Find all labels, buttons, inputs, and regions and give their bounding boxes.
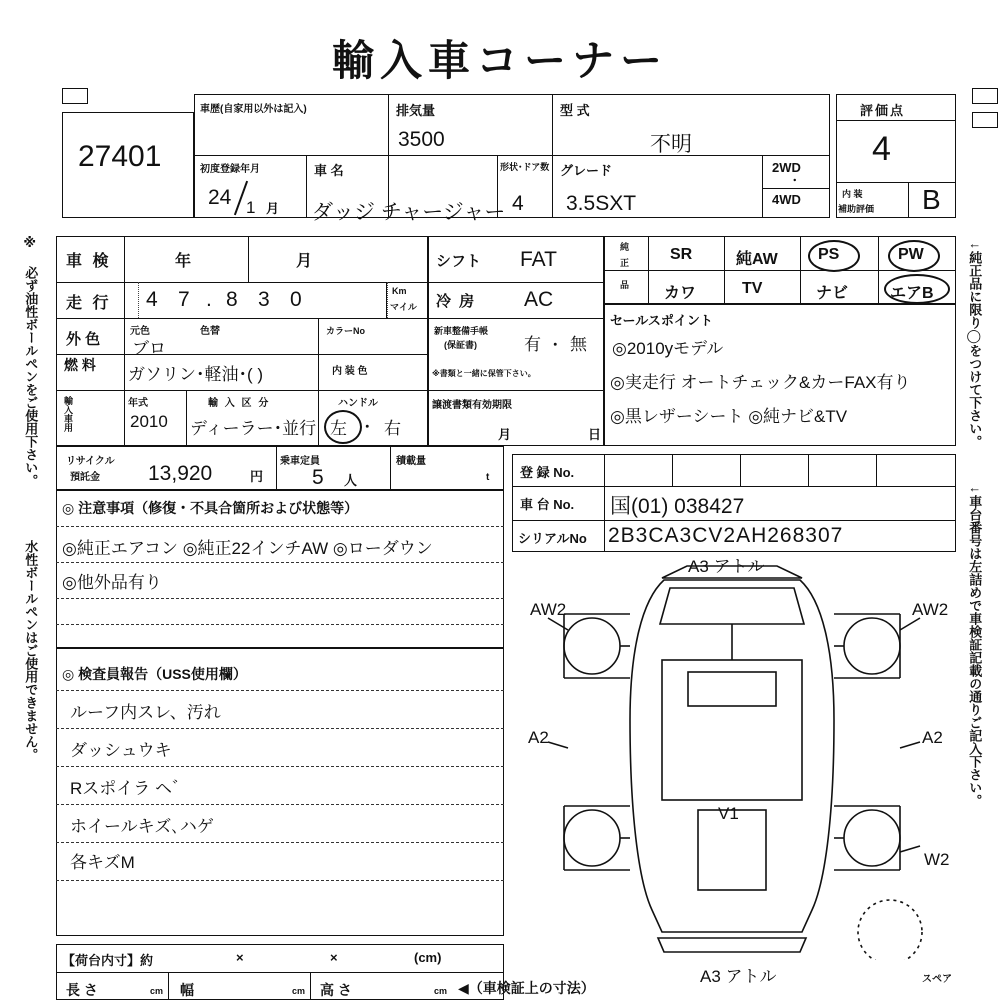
mileage-separator: .: [206, 288, 212, 311]
displacement-label: 排気量: [396, 103, 436, 118]
recycle-unit: 円: [250, 469, 264, 484]
capacity-label: 乗車定員: [280, 456, 320, 467]
mileage-digit-5: 0: [290, 288, 302, 311]
car-name-label: 車 名: [314, 163, 344, 178]
serial-no-value: 2B3CA3CV2AH268307: [608, 524, 844, 547]
mileage-label: 走 行: [66, 295, 112, 312]
left-note-2: 水性ボールペンはご使用できません。: [23, 540, 39, 761]
notes-heading: ◎ 注意事項（修復・不具合箇所および状態等）: [62, 500, 359, 516]
recycle-label-1: リサイクル: [66, 456, 115, 467]
drive-4wd-label[interactable]: 4WD: [772, 192, 801, 207]
equipment-ps[interactable]: PS: [818, 246, 840, 263]
cargo-note: ◀（車検証上の寸法）: [458, 980, 595, 996]
diagram-right-mid: A2: [922, 728, 943, 747]
ac-value: AC: [524, 288, 554, 311]
shaken-year-label: 年: [175, 253, 192, 270]
import-class-value: ディーラー･並行: [190, 419, 317, 438]
sales-point-line-3: ◎黒レザーシート ◎純ナビ&TV: [610, 407, 848, 426]
mileage-unit-km: Km: [392, 286, 407, 296]
load-unit: t: [486, 472, 490, 483]
genuine-label-2: 正: [620, 258, 630, 268]
cargo-heading: 【荷台内寸】約: [62, 953, 154, 968]
cargo-length-label: 長 さ: [66, 982, 98, 998]
new-car-book-label-1: 新車整備手帳: [434, 326, 489, 336]
interior-grade-label-2: 補助評価: [838, 204, 875, 214]
cargo-length-unit: cm: [150, 986, 164, 996]
sales-points-label: セールスポイント: [610, 313, 713, 328]
displacement-value: 3500: [398, 128, 445, 151]
model-code-label: 型 式: [560, 103, 590, 118]
equipment-ps-circle: [808, 240, 860, 272]
handle-right[interactable]: 右: [384, 419, 401, 438]
equipment-airbag-circle: [884, 274, 950, 304]
shaken-label: 車 検: [66, 253, 112, 270]
interior-grade-value: B: [922, 184, 941, 215]
grade-label: グレード: [560, 163, 613, 178]
mileage-digit-0: 4: [146, 288, 158, 311]
interior-grade-label-1: 内 装: [842, 189, 863, 199]
cargo-width-unit: cm: [292, 986, 306, 996]
base-color-label: 元色: [130, 326, 150, 337]
shaken-month-label: 月: [296, 253, 313, 270]
cargo-height-label: 高 さ: [320, 982, 352, 998]
diagram-spare-label: スペア: [922, 974, 952, 985]
recycle-value: 13,920: [148, 462, 213, 485]
cargo-height-unit: cm: [434, 986, 448, 996]
lot-number: 27401: [78, 140, 162, 173]
inspector-heading: ◎ 検査員報告（USS使用欄）: [62, 666, 247, 682]
base-color-value: ブロ: [132, 339, 166, 358]
grade-score-value: 4: [872, 130, 891, 168]
sales-point-line-2: ◎実走行 オートチェック&カーFAX有り: [610, 373, 911, 392]
car-diagram-svg: [512, 560, 956, 960]
fuel-label: 燃 料: [64, 357, 96, 373]
car-diagram: [512, 560, 956, 960]
shift-value: FAT: [520, 248, 557, 271]
inspector-line-1: ルーフ内スレ、汚れ: [70, 703, 221, 722]
transfer-day: 日: [588, 427, 602, 442]
right-note-1: ←純正品に限り◯をつけて下さい。: [967, 236, 983, 448]
grade-score-label: 評価点: [860, 103, 906, 118]
handle-left-circle: [324, 410, 362, 444]
history-label: 車歴(自家用以外は記入): [200, 104, 307, 115]
first-registration-label: 初度登録年月: [200, 164, 260, 175]
genuine-label-1: 純: [620, 242, 630, 252]
serial-no-label: シリアルNo: [518, 531, 587, 546]
transfer-doc-label: 譲渡書類有効期限: [432, 400, 512, 411]
inspector-line-4: ホイールキズ､ハゲ: [70, 817, 214, 836]
first-registration-year: 24: [208, 186, 232, 209]
import-car-label: 輸入車用: [63, 396, 73, 432]
corner-mark-top-right-2: [972, 112, 998, 128]
sales-point-line-1: ◎2010yモデル: [612, 339, 724, 358]
mileage-digit-3: 8: [226, 288, 238, 311]
new-car-book-yes[interactable]: 有: [524, 335, 541, 354]
equipment-tv[interactable]: TV: [742, 280, 763, 297]
new-car-book-note: ※書類と一緒に保管下さい。: [432, 369, 536, 378]
equipment-pw[interactable]: PW: [898, 246, 924, 263]
inspector-line-2: ダッシュウキ: [70, 741, 172, 760]
interior-color-label: 内 装 色: [332, 366, 368, 377]
exterior-color-label: 外 色: [66, 331, 101, 348]
model-code-value: 不明: [650, 133, 692, 156]
notes-line-1: ◎純正エアコン ◎純正22インチAW ◎ローダウン: [62, 539, 433, 558]
car-name-value: ダッジ チャージャー: [312, 201, 506, 224]
inspector-line-5: 各キズM: [70, 853, 135, 872]
capacity-value: 5: [312, 466, 324, 489]
drive-separator: ･: [792, 175, 798, 187]
shape-doors-value: 4: [512, 192, 524, 215]
color-change-label: 色替: [200, 326, 220, 337]
load-label: 積載量: [396, 456, 426, 467]
recycle-label-2: 預託金: [70, 472, 100, 483]
mileage-digit-4: 3: [258, 288, 270, 311]
chassis-no-label: 車 台 No.: [520, 497, 575, 512]
shift-label: シフト: [436, 253, 482, 270]
corner-mark-top-left: [62, 88, 88, 104]
drive-2wd-label[interactable]: 2WD: [772, 160, 801, 175]
transfer-month: 月: [498, 427, 512, 442]
equipment-navi[interactable]: ナビ: [816, 285, 849, 302]
cargo-x1: ×: [236, 950, 244, 965]
right-note-2: ←車台番号は左詰めで車検証記載の通りご記入下さい。: [967, 480, 983, 807]
handle-label: ハンドル: [338, 398, 378, 409]
mileage-unit-mile: マイル: [390, 302, 417, 312]
year-model-value: 2010: [130, 412, 168, 431]
cargo-unit: (cm): [414, 950, 442, 965]
first-registration-month-label: 月: [266, 201, 280, 216]
mileage-digit-1: 7: [178, 288, 190, 311]
diagram-right-rear: W2: [924, 850, 950, 869]
handle-left[interactable]: 左: [330, 419, 347, 438]
inspector-line-3: Rスポイラ ヘ゛: [70, 779, 189, 798]
equipment-airbag[interactable]: エアB: [890, 285, 934, 302]
year-model-label: 年式: [128, 398, 148, 409]
genuine-label-3: 品: [620, 280, 630, 290]
equipment-sr[interactable]: SR: [670, 246, 693, 263]
registration-no-label: 登 録 No.: [520, 465, 575, 480]
handle-separator: ･: [364, 419, 371, 434]
diagram-right-front: AW2: [912, 600, 949, 619]
diagram-front-label: A3 アトル: [688, 557, 765, 576]
diagram-center: V1: [718, 804, 739, 823]
shape-doors-label: 形状･ドア数: [500, 162, 550, 172]
notes-line-2: ◎他外品有り: [62, 573, 162, 592]
equipment-leather[interactable]: カワ: [664, 285, 697, 302]
color-no-label: カラーNo: [326, 326, 365, 336]
corner-mark-top-right: [972, 88, 998, 104]
new-car-book-no[interactable]: 無: [570, 335, 587, 354]
new-car-book-label-2: (保証書): [444, 340, 477, 350]
grade-value: 3.5SXT: [566, 192, 637, 215]
left-note-1: ※ 必ず油性ボールペンをご使用下さい。: [23, 236, 39, 487]
diagram-left-front: AW2: [530, 600, 567, 619]
cargo-width-label: 幅: [180, 982, 194, 998]
ac-label: 冷 房: [436, 293, 477, 310]
import-class-label: 輸 入 区 分: [208, 398, 271, 409]
chassis-no-value: 国(01) 038427: [610, 495, 745, 518]
diagram-rear-label: A3 アトル: [700, 967, 777, 986]
fuel-value: ガソリン･軽油･( ): [128, 365, 264, 384]
cargo-x2: ×: [330, 950, 338, 965]
diagram-left-mid: A2: [528, 728, 549, 747]
capacity-unit: 人: [344, 473, 358, 488]
new-car-book-separator: ･: [552, 337, 559, 352]
equipment-aw[interactable]: 純AW: [736, 251, 778, 268]
first-registration-month-value: 1: [246, 198, 256, 217]
equipment-pw-circle: [888, 240, 940, 272]
page-title: 輸入車コーナー: [331, 37, 668, 84]
